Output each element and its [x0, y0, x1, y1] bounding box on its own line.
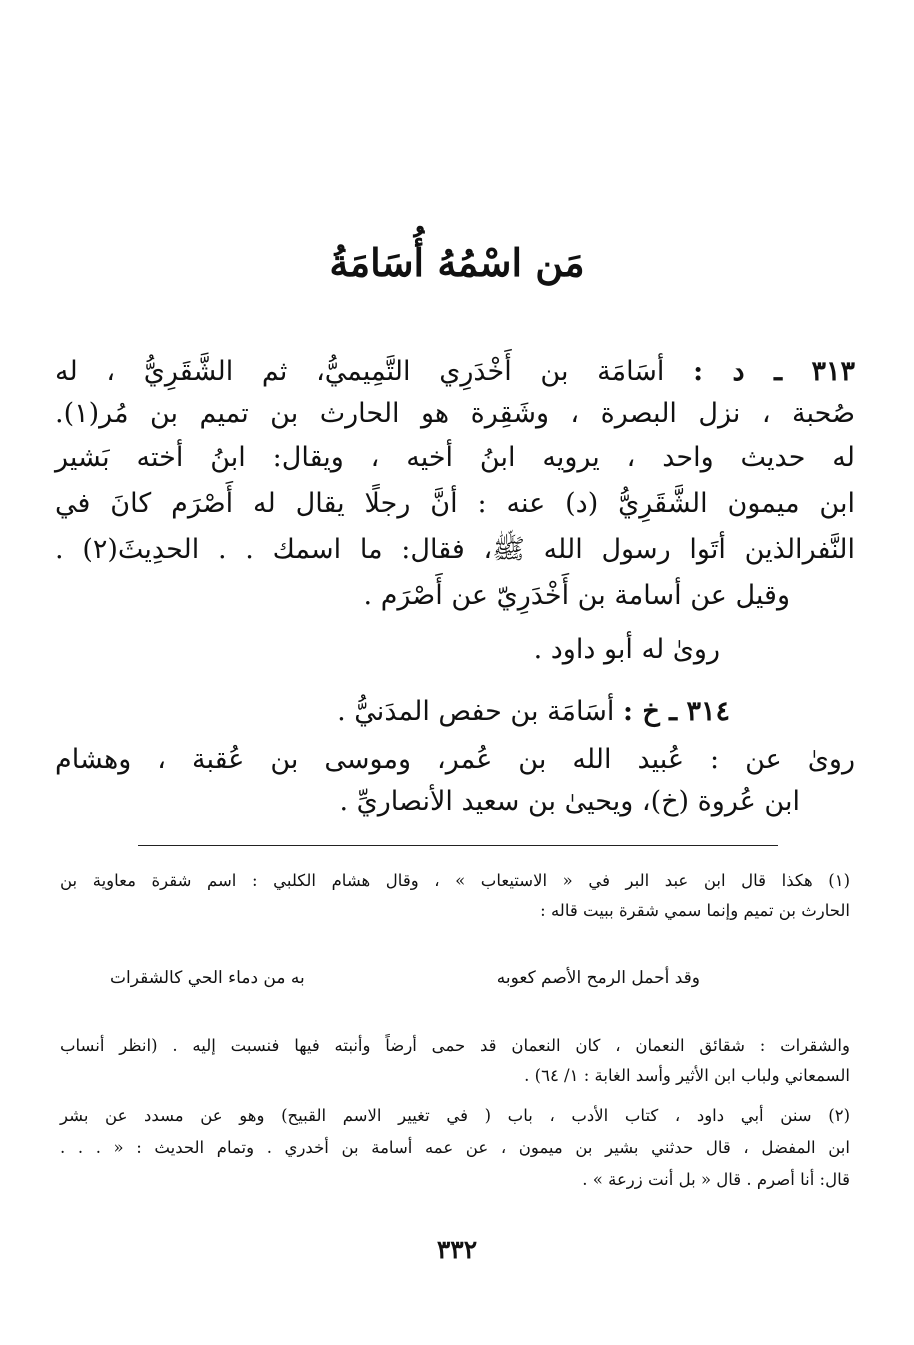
entry-313-text: أسَامَة بن أَخْدَرِي التَّمِيميُّ، ثم الشَّقَرِيُّ ، له [55, 356, 665, 387]
entry-313-narrators: روىٰ له أبو داود . [533, 634, 720, 665]
footnote-2-line-2: ابن المفضل ، قال حدثني بشير بن ميمون ، عن عمه أسامة بن أخدري . وتمام الحديث : « . . . [60, 1138, 850, 1157]
footnote-1-line-1: (١) هكذا قال ابن عبد البر في « الاستيعاب » ، وقال هشام الكلبي : اسم شقرة معاوية بن [60, 871, 850, 890]
entry-313-line-6: وقيل عن أسامة بن أَخْدَرِيّ عن أَصْرَم . [363, 580, 790, 611]
entry-313-line-4: ابن ميمون الشَّقَرِيُّ (د) عنه : أنَّ رجلًا يقال له أَصْرَم كانَ في [55, 488, 855, 519]
footnote-poem [110, 968, 700, 988]
entry-313-line-1 [55, 352, 855, 392]
entry-313-line-2: صُحبة ، نزل البصرة ، وشَقِرة هو الحارث بن تميم بن مُر(١). [55, 398, 855, 429]
footnote-2-line-3: قال: أنا أصرم . قال « بل أنت زرعة » . [582, 1170, 850, 1189]
poem-second-hemistich: به من دماء الحي كالشقرات [110, 968, 305, 988]
footnote-1-cont-line-1: والشقرات : شقائق النعمان ، كان النعمان قد حمى أرضاً وأنبته فيها فنسبت إليه . (انظر أنساب [60, 1036, 850, 1055]
footnote-1-line-2: الحارث بن تميم وإنما سمي شقرة ببيت قاله : [540, 901, 850, 920]
entry-313-line-3: له حديث واحد ، يرويه ابنُ أخيه ، ويقال: ابنُ أخته بَشير [55, 442, 855, 473]
entry-314-line-1 [55, 692, 730, 732]
page-number: ٣٣٢ [436, 1235, 478, 1264]
entry-314-title: أسَامَة بن حفص المدَنيُّ . [337, 696, 615, 727]
entry-313-number: ٣١٣ ـ د : [693, 356, 855, 387]
footnote-separator [138, 845, 778, 846]
entry-314-line-3: ابن عُروة (خ)، ويحيىٰ بن سعيد الأنصاريِّ . [339, 786, 800, 817]
footnote-1-cont-line-2: السمعاني ولباب ابن الأثير وأسد الغابة : ١/ ٦٤) . [524, 1066, 850, 1085]
entry-314-line-2: روىٰ عن : عُبيد الله بن عُمر، وموسى بن عُقبة ، وهشام [55, 744, 855, 775]
poem-first-hemistich: وقد أحمل الرمح الأصم كعوبه [496, 968, 700, 988]
entry-313-line-5: النَّفرالذين أتَوا رسول الله ﷺ، فقال: ما اسمك . . الحدِيثَ(٢) . [55, 534, 855, 565]
footnote-2-line-1: (٢) سنن أبي داود ، كتاب الأدب ، باب ( في تغيير الاسم القبيح) وهو عن مسدد عن بشر [60, 1106, 850, 1125]
section-heading: مَن اسْمُهُ أُسَامَةُ [329, 240, 585, 285]
entry-314-number: ٣١٤ ـ خ : [622, 696, 730, 727]
